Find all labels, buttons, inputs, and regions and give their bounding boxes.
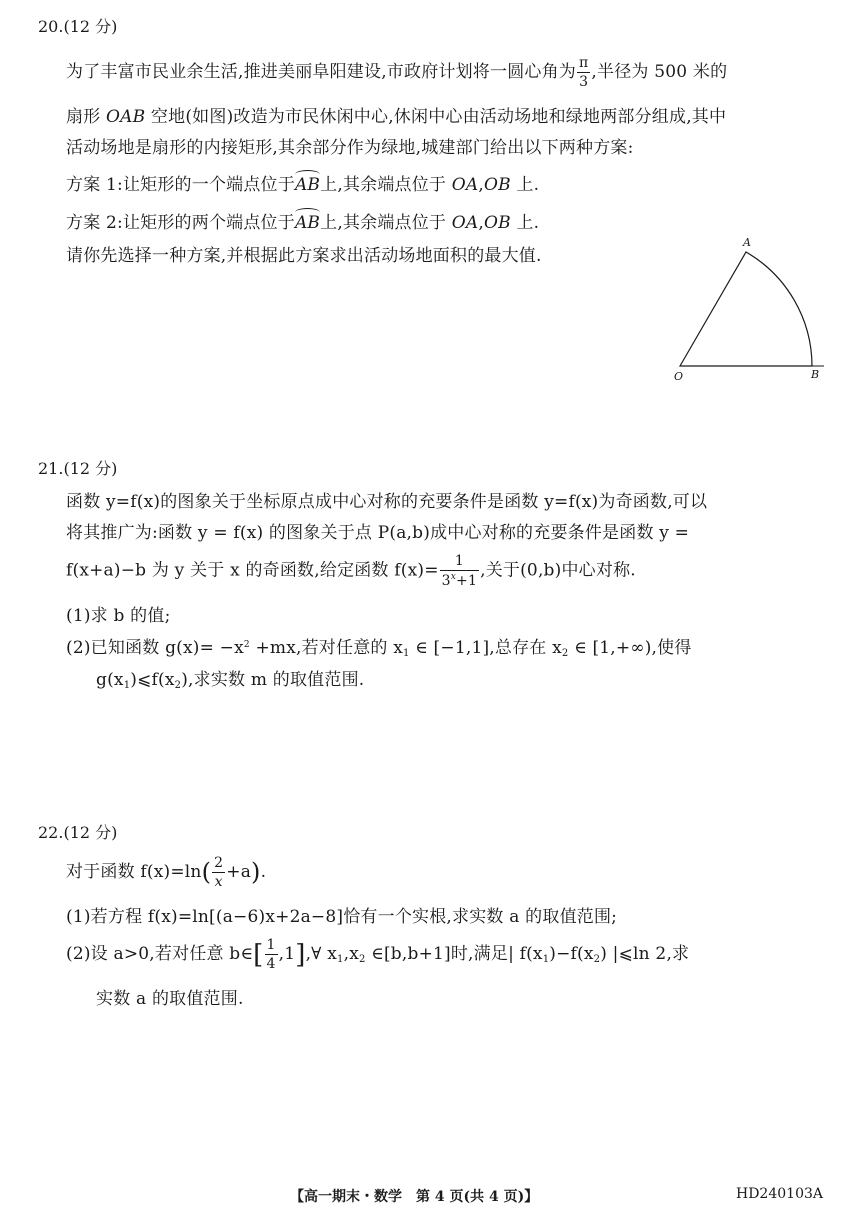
q22-s2-sub3: 1	[542, 954, 550, 965]
q21-s2-sup: 2	[243, 640, 250, 650]
q22-l1-a: 对于函数 f(x)=ln	[66, 862, 202, 882]
q21-s3-b: )⩽f(x	[130, 670, 175, 690]
q20-plan-1-oa: OA	[451, 175, 479, 195]
q21-s2-sub1: 1	[403, 648, 410, 659]
q22-frac-den: x	[214, 874, 223, 890]
q20-plan-1-ob: OB	[483, 175, 511, 195]
q21-s2-b: +mx,若对任意的 x	[249, 638, 403, 658]
q20-header: 20.(12 分)	[38, 17, 118, 36]
footer-title: 【高一期末・数学 第 4 页(共 4 页)】	[290, 1189, 539, 1205]
q20-plan-1-c: 上.	[510, 175, 540, 195]
paren-open: (	[201, 858, 212, 886]
q22-s2-sub4: 2	[593, 954, 601, 965]
q21-s2-sub2: 2	[561, 648, 569, 659]
q20-line-2-b: 空地(如图)改造为市民休闲中心,休闲中心由活动场地和绿地两部分组成,其中	[145, 107, 727, 127]
q22-sub-2	[66, 938, 689, 971]
q21-line-2: 将其推广为:函数 y = f(x) 的图象关于点 P(a,b)成中心对称的充要条件是函数 y =	[66, 523, 690, 543]
q20-plan-1	[66, 170, 539, 195]
q20-line-1-b: ,半径为 500 米的	[591, 62, 728, 82]
q20-pi-over-3	[577, 56, 590, 89]
q20-line-1	[66, 56, 727, 89]
q22-s2-frac	[265, 938, 278, 971]
label-a: A	[743, 236, 751, 249]
q22-s2-b: ,1	[278, 944, 296, 964]
q20-line-2	[66, 102, 726, 127]
q20-plan-2-arc-text: AB	[294, 213, 321, 233]
q22-s2-e: ∈[b,b+1]时,满足| f(x	[365, 944, 543, 964]
q20-plan-2-oa: OA	[451, 213, 479, 233]
q20-pi-num: π	[579, 55, 589, 71]
q21-s3-c: ),求实数 m 的取值范围.	[181, 670, 365, 690]
q22-line-1	[66, 856, 266, 889]
q20-line-2-a: 扇形	[66, 107, 107, 127]
q20-plan-1-sep: ,	[478, 175, 484, 195]
q21-line-3	[66, 554, 636, 588]
q21-frac-num: 1	[440, 554, 479, 571]
q21-line-3-b: ,关于(0,b)中心对称.	[480, 560, 636, 581]
bracket-close: ]	[295, 940, 306, 970]
q21-line-3-a: f(x+a)−b 为 y 关于 x 的奇函数,给定函数 f(x)=	[66, 560, 439, 581]
arc-symbol	[295, 170, 320, 179]
q22-s2-g: ) |⩽ln 2,求	[600, 944, 690, 964]
q21-sub-1: (1)求 b 的值;	[66, 606, 171, 626]
q22-sub-1: (1)若方程 f(x)=ln[(a−6)x+2a−8]恰有一个实根,求实数 a 的取值范围;	[66, 907, 618, 927]
q20-plan-1-arc-text: AB	[294, 175, 321, 195]
sector-diagram	[668, 234, 828, 384]
q20-line-1-a: 为了丰富市民业余生活,推进美丽阜阳建设,市政府计划将一圆心角为	[66, 62, 577, 82]
sector-shape	[680, 252, 812, 366]
q20-plan-2-ob: OB	[483, 213, 511, 233]
q21-s3-sub2: 2	[174, 680, 182, 691]
q20-plan-2-a: 方案 2:让矩形的两个端点位于	[66, 213, 295, 233]
q22-frac-num: 2	[214, 855, 224, 871]
q21-frac	[440, 554, 479, 588]
sector-svg	[668, 234, 828, 384]
q22-s2-frac-num: 1	[266, 937, 276, 953]
q20-oab: OAB	[106, 107, 146, 127]
paren-close: )	[251, 858, 261, 886]
label-o: O	[674, 370, 684, 383]
q20-plan-1-b: 上,其余端点位于	[320, 175, 452, 195]
q20-plan-2-c: 上.	[510, 213, 540, 233]
q21-frac-den	[440, 571, 479, 588]
q22-l1-b: +a	[226, 862, 252, 882]
q21-sub-2-cont	[96, 665, 364, 691]
q21-s2-c: ∈ [−1,1],总存在 x	[409, 638, 562, 658]
q20-plan-1-a: 方案 1:让矩形的一个端点位于	[66, 175, 295, 195]
q22-s2-c: ,∀ x	[305, 944, 338, 964]
q21-sub-2	[66, 633, 692, 659]
q20-plan-2	[66, 208, 539, 233]
footer-code: HD240103A	[736, 1186, 823, 1202]
q22-s2-f: )−f(x	[549, 944, 594, 964]
q21-header: 21.(12 分)	[38, 459, 118, 478]
q22-header: 22.(12 分)	[38, 823, 118, 842]
q21-s2-d: ∈ [1,+∞),使得	[568, 638, 692, 658]
q22-s2-sub1: 1	[337, 954, 344, 965]
q22-sub-2-cont: 实数 a 的取值范围.	[96, 989, 244, 1009]
q20-plan-2-sep: ,	[478, 213, 484, 233]
label-b: B	[811, 368, 820, 381]
q22-frac	[212, 856, 225, 889]
q22-s2-a: (2)设 a>0,若对任意 b∈	[66, 944, 254, 964]
q20-pi-den: 3	[579, 74, 589, 90]
q22-s2-frac-den: 4	[266, 956, 276, 972]
q20-line-6: 请你先选择一种方案,并根据此方案求出活动场地面积的最大值.	[66, 246, 542, 266]
arc-symbol	[295, 208, 320, 217]
q20-plan-1-arc	[295, 175, 320, 195]
q20-line-3: 活动场地是扇形的内接矩形,其余部分作为绿地,城建部门给出以下两种方案:	[66, 138, 634, 158]
q21-frac-den-tail: +1	[456, 573, 478, 589]
q21-frac-den-base: 3	[441, 573, 451, 589]
q21-line-1: 函数 y=f(x)的图象关于坐标原点成中心对称的充要条件是函数 y=f(x)为奇函数,可以	[66, 492, 708, 512]
q21-s2-a: (2)已知函数 g(x)= −x	[66, 638, 244, 658]
bracket-open: [	[253, 940, 264, 970]
q20-plan-2-b: 上,其余端点位于	[320, 213, 452, 233]
q22-s2-sub2: 2	[359, 954, 366, 965]
q22-s2-d: ,x	[343, 944, 360, 964]
q21-frac-den-exp: x	[450, 572, 457, 582]
q22-l1-c: .	[260, 862, 267, 882]
q20-plan-2-arc	[295, 213, 320, 233]
q21-s3-sub1: 1	[123, 680, 131, 691]
q21-s3-a: g(x	[96, 670, 124, 690]
